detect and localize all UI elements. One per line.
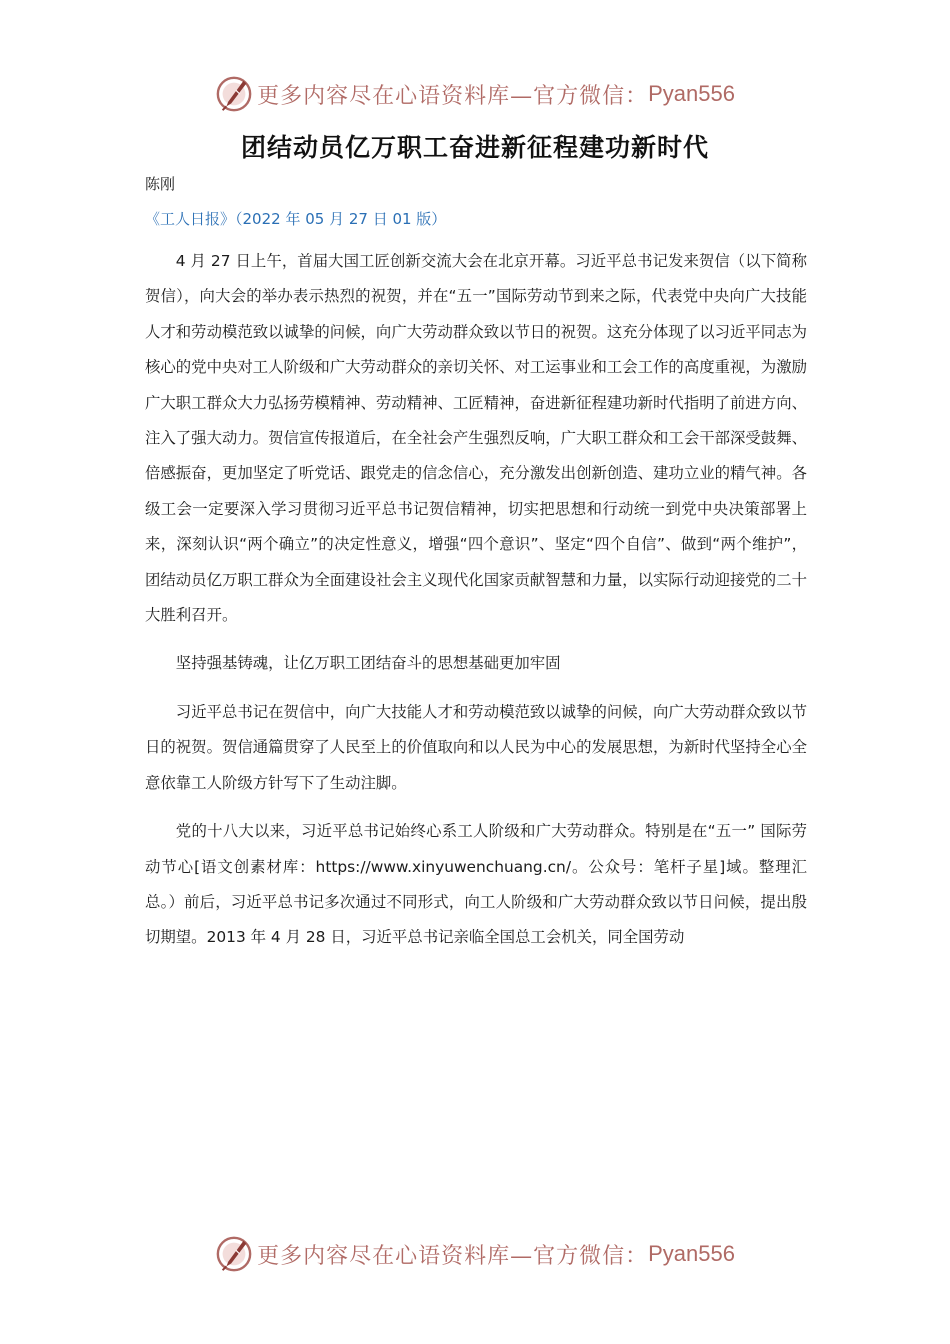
article-body xyxy=(145,244,807,956)
quill-pen-logo-icon xyxy=(215,1235,253,1273)
banner-slogan: 更多内容尽在心语资料库—官方微信： xyxy=(257,1243,649,1269)
top-banner xyxy=(0,72,950,116)
article-author: 陈刚 xyxy=(145,175,176,193)
article-title: 团结动员亿万职工奋进新征程建功新时代 xyxy=(240,133,709,162)
paragraph: 4 月 27 日上午，首届大国工匠创新交流大会在北京开幕。习近平总书记发来贺信（以下简称贺信），向大会的举办表示热烈的祝贺，并在“五一”国际劳动节到来之际，代表党中央向广大技能人才和劳动模范致以诚挚的问候，向广大劳动群众致以节日的祝贺。这充分体现了以习近平同志为核心的党中央对工人阶级和广大劳动群众的亲切关怀、对工运事业和工会工作的高度重视，为激励广大职工群众大力弘扬劳模精神、劳动精神、工匠精神，奋进新征程建功新时代指明了前进方向、注入了强大动力。贺信宣传报道后，在全社会产生强烈反响，广大职工群众和工会干部深受鼓舞、倍感振奋，更加坚定了听党话、跟党走的信念信心，充分激发出创新创造、建功立业的精气神。各级工会一定要深入学习贯彻习近平总书记贺信精神，切实把思想和行动统一到党中央决策部署上来，深刻认识“两个确立”的决定性意义，增强“四个意识”、坚定“四个自信”、做到“两个维护”，团结动员亿万职工群众为全面建设社会主义现代化国家贡献智慧和力量，以实际行动迎接党的二十大胜利召开。 xyxy=(145,252,807,625)
section-heading: 坚持强基铸魂，让亿万职工团结奋斗的思想基础更加牢固 xyxy=(175,654,561,673)
article-source: 《工人日报》（2022 年 05 月 27 日 01 版） xyxy=(145,210,447,228)
paragraph: 党的十八大以来，习近平总书记始终心系工人阶级和广大劳动群众。特别是在“五一” 国际劳动节心[语文创素材库：https://www.xinyuwenchuang.cn/。公众号：笔杆子星]域。整理汇总。）前后，习近平总书记多次通过不同形式，向工人阶级和广大劳动群众致以节日问候，提出殷切期望。2013 年 4 月 28 日，习近平总书记亲临全国总工会机关，同全国劳动 xyxy=(145,822,807,947)
bottom-banner xyxy=(0,1232,950,1276)
quill-pen-logo-icon xyxy=(215,75,253,113)
paragraph: 习近平总书记在贺信中，向广大技能人才和劳动模范致以诚挚的问候，向广大劳动群众致以节日的祝贺。贺信通篇贯穿了人民至上的价值取向和以人民为中心的发展思想，为新时代坚持全心全意依靠工人阶级方针写下了生动注脚。 xyxy=(145,702,807,792)
banner-account: Pyan556 xyxy=(648,1241,735,1266)
banner-account: Pyan556 xyxy=(648,81,735,106)
banner-slogan: 更多内容尽在心语资料库—官方微信： xyxy=(257,83,649,109)
